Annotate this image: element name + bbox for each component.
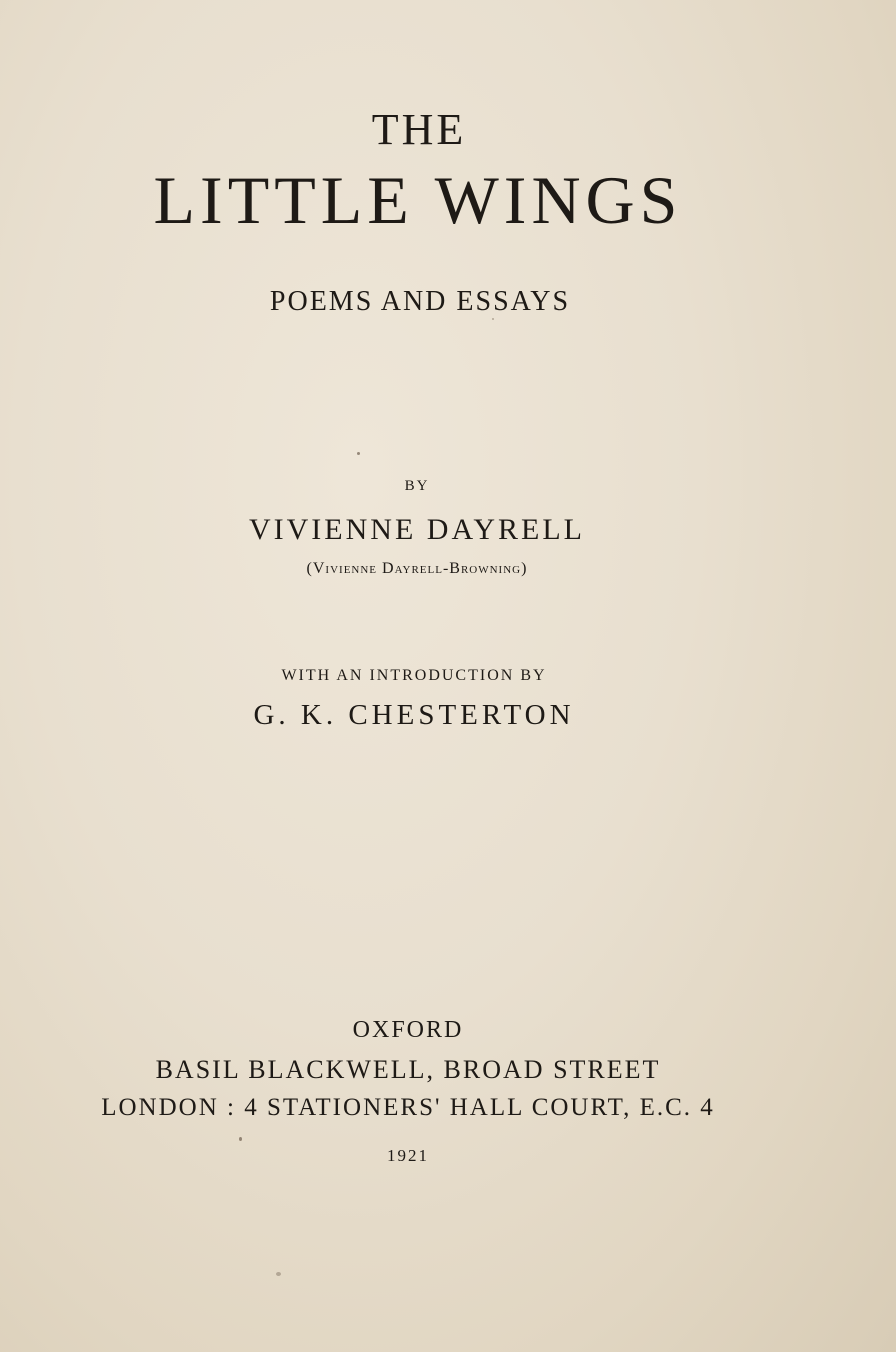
paper-speck [357,452,360,455]
paper-speck [276,1272,281,1276]
book-title: LITTLE WINGS [153,162,683,238]
book-subtitle: POEMS AND ESSAYS [269,286,571,317]
author-name: VIVIENNE DAYRELL [248,513,586,546]
imprint-city: OXFORD [352,1017,464,1043]
paper-speck [239,1137,242,1141]
introduction-label: WITH AN INTRODUCTION BY [281,667,547,684]
imprint-london-address: LONDON : 4 STATIONERS' HALL COURT, E.C. 4 [101,1094,715,1121]
author-alternate-name: (Vivienne Dayrell-Browning) [306,560,528,577]
imprint-year: 1921 [387,1146,429,1165]
imprint-publisher: BASIL BLACKWELL, BROAD STREET [155,1055,661,1084]
title-article: THE [371,105,467,154]
by-label: BY [404,478,430,494]
paper-speck [492,318,494,320]
introduction-author: G. K. CHESTERTON [253,699,575,731]
